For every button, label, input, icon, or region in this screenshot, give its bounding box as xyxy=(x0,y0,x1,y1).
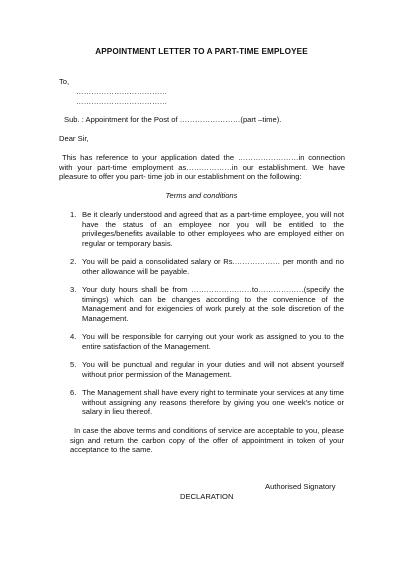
term-text: The Management shall have every right to terminate your services at any time without assigning any reasons therefore by giving you one week's notice or salary in lieu thereof. xyxy=(82,388,344,417)
to-label: To, xyxy=(59,77,70,86)
term-text: Be it clearly understood and agreed that as a part-time employee, you will not have the status of an employee nor you will be entitled to the privileges/benefits available to other employees who are employed either on regular or temporary basis. xyxy=(82,210,344,248)
term-number: 5. xyxy=(70,360,77,369)
term-number: 1. xyxy=(70,210,77,219)
declaration-heading: DECLARATION xyxy=(180,492,234,501)
salutation: Dear Sir, xyxy=(59,134,89,143)
document-title: APPOINTMENT LETTER TO A PART-TIME EMPLOYEE xyxy=(95,47,308,56)
address-line-1: ……………………………… xyxy=(76,87,168,96)
term-number: 2. xyxy=(70,257,77,266)
authorised-signatory: Authorised Signatory xyxy=(265,482,336,491)
term-text: You will be punctual and regular in your duties and will not absent yourself without prior permission of the Management. xyxy=(82,360,344,379)
closing-paragraph: In case the above terms and conditions of service are acceptable to you, please sign and return the carbon copy of the offer of appointment in token of your acceptance to the same. xyxy=(70,426,344,455)
address-line-2: ……………………………… xyxy=(76,97,168,106)
subject-line: Sub. : Appointment for the Post of ……………………(part –time). xyxy=(64,115,282,124)
intro-paragraph: This has reference to your application dated the ……………………in connection with your part-time employment as………………in our establishment. We have pleasure to offer you part- time job in our establishment on the following: xyxy=(59,153,345,182)
term-number: 6. xyxy=(70,388,77,397)
term-text: Your duty hours shall be from ……………………to………………(specify the timings) which can be changes according to the convenience of the Management and for exigencies of work purely at the sole discretion of the Management. xyxy=(82,285,344,323)
terms-heading: Terms and conditions xyxy=(165,191,238,200)
term-text: You will be paid a consolidated salary or Rs.……………… per month and no other allowance will be payable. xyxy=(82,257,344,276)
term-number: 3. xyxy=(70,285,77,294)
term-text: You will be responsible for carrying out your work as assigned to you to the entire satisfaction of the Management. xyxy=(82,332,344,351)
term-number: 4. xyxy=(70,332,77,341)
